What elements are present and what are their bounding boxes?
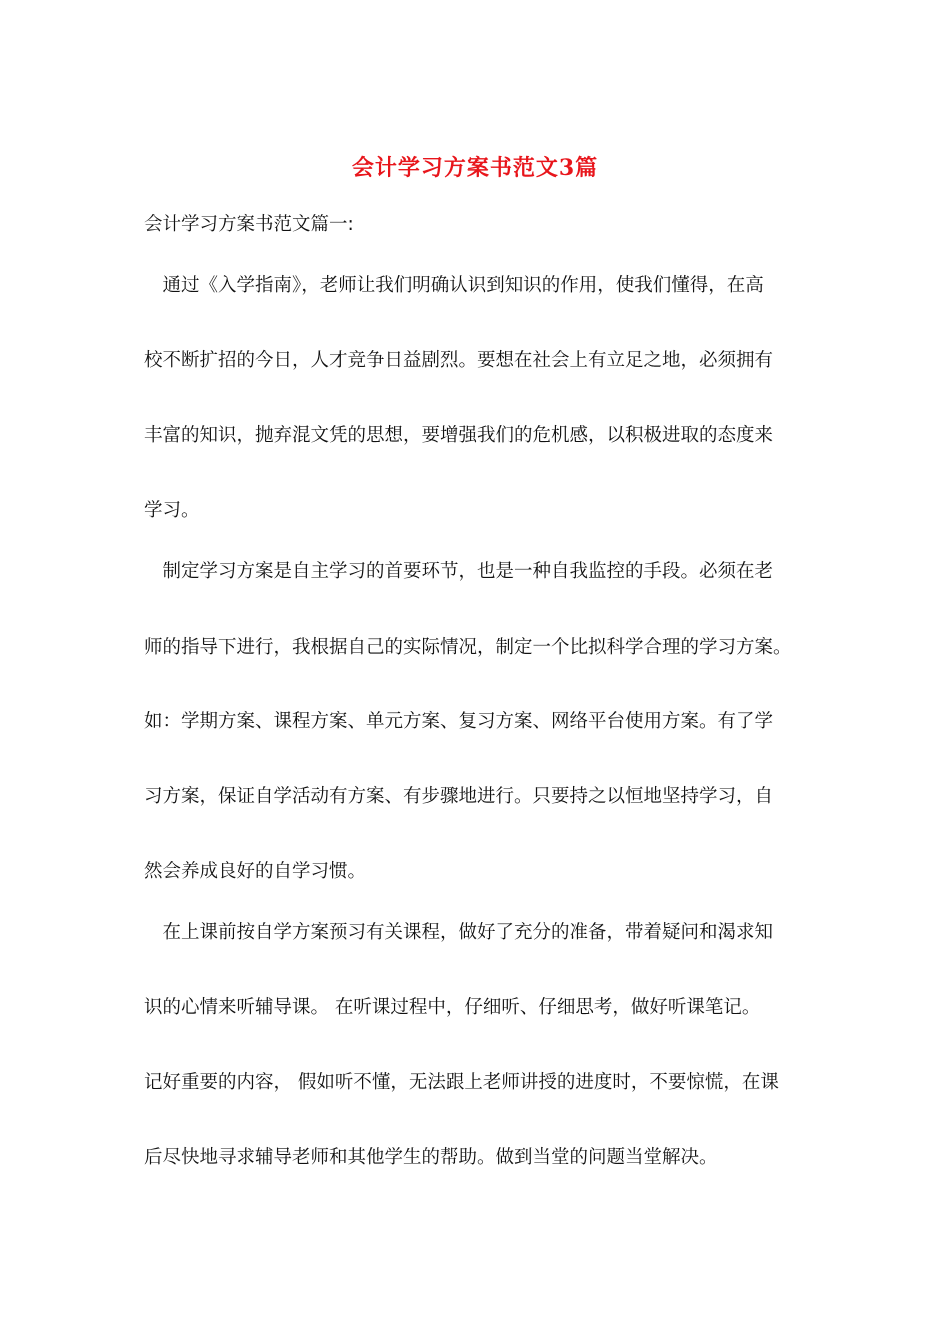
paragraph-line: 制定学习方案是自主学习的首要环节，也是一种自我监控的手段。必须在老 — [144, 561, 774, 582]
section-heading: 会计学习方案书范文篇一: — [144, 214, 354, 235]
paragraph-line: 丰富的知识，抛弃混文凭的思想，要增强我们的危机感，以积极进取的态度来 — [144, 425, 774, 446]
paragraph-line: 师的指导下进行，我根据自己的实际情况，制定一个比拟科学合理的学习方案。 — [144, 637, 792, 658]
paragraph-line: 习方案，保证自学活动有方案、有步骤地进行。只要持之以恒地坚持学习，自 — [144, 786, 774, 807]
paragraph-line: 学习。 — [144, 500, 200, 521]
paragraph-line: 通过《入学指南》，老师让我们明确认识到知识的作用，使我们懂得，在高 — [144, 275, 764, 296]
paragraph-line: 然会养成良好的自学习惯。 — [144, 861, 367, 882]
document-title: 会计学习方案书范文3篇 — [351, 155, 599, 181]
paragraph-line: 如：学期方案、课程方案、单元方案、复习方案、网络平台使用方案。有了学 — [144, 711, 774, 732]
paragraph-line: 识的心情来听辅导课。 在听课过程中，仔细听、仔细思考，做好听课笔记。 — [144, 997, 761, 1018]
paragraph-line: 在上课前按自学方案预习有关课程，做好了充分的准备，带着疑问和渴求知 — [144, 922, 774, 943]
paragraph-line: 校不断扩招的今日，人才竞争日益剧烈。要想在社会上有立足之地，必须拥有 — [144, 350, 774, 371]
paragraph-line: 记好重要的内容， 假如听不懂，无法跟上老师讲授的进度时，不要惊慌，在课 — [144, 1072, 779, 1093]
paragraph-line: 后尽快地寻求辅导老师和其他学生的帮助。做到当堂的问题当堂解决。 — [144, 1147, 718, 1168]
